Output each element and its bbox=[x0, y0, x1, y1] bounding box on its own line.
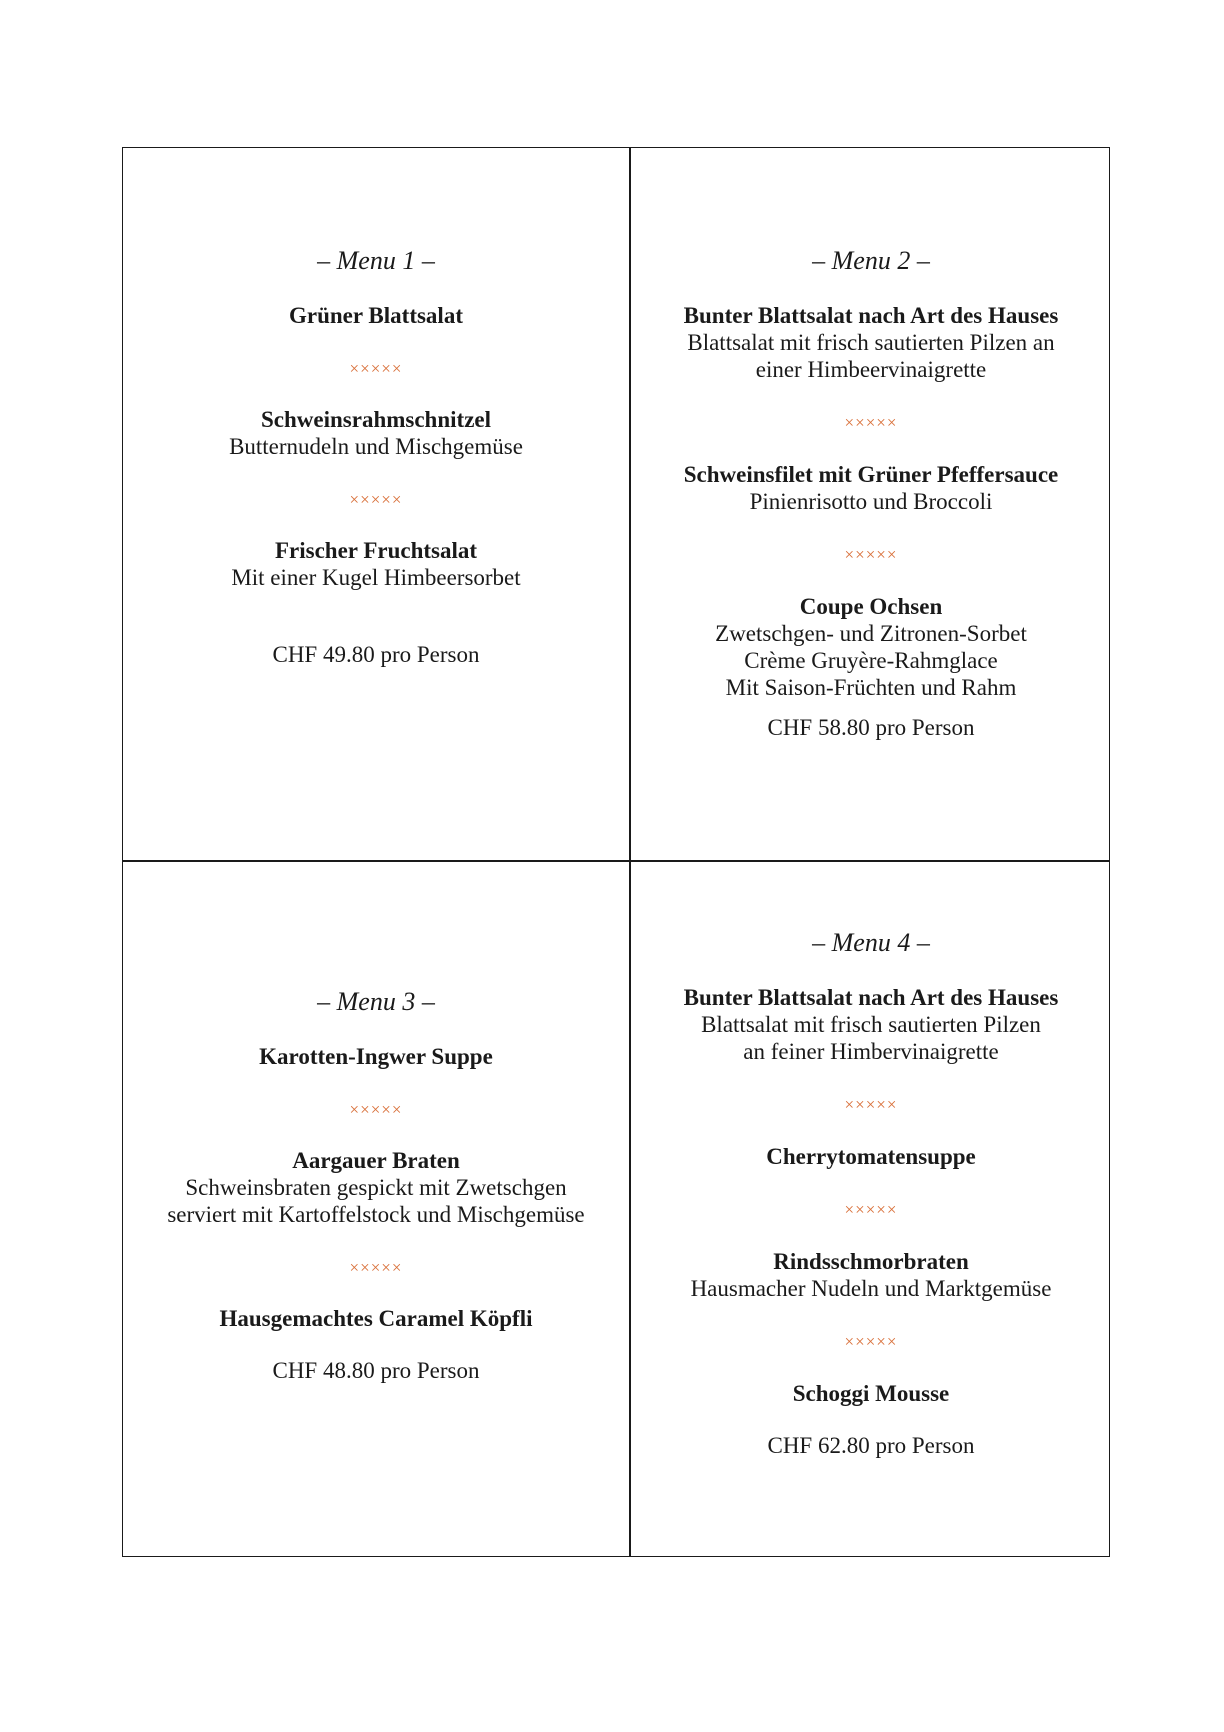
menu-price: CHF 48.80 pro Person bbox=[272, 1358, 480, 1383]
course bbox=[152, 302, 600, 329]
grid-divider-vertical bbox=[629, 148, 631, 1556]
menu-4-card bbox=[655, 928, 1087, 1459]
course bbox=[655, 1143, 1087, 1170]
course-separator: ××××× bbox=[844, 545, 898, 564]
menu-title: – Menu 3 – bbox=[317, 987, 435, 1016]
menu-title: – Menu 4 – bbox=[812, 928, 930, 957]
course-name: Rindsschmorbraten bbox=[773, 1249, 969, 1274]
course-name: Grüner Blattsalat bbox=[289, 303, 463, 328]
menu-price: CHF 58.80 pro Person bbox=[767, 715, 975, 740]
course-description: Mit Saison-Früchten und Rahm bbox=[725, 675, 1017, 700]
menu-3-card bbox=[136, 987, 616, 1384]
course-separator: ××××× bbox=[349, 1258, 403, 1277]
menu-1-card bbox=[152, 246, 600, 668]
course-description: Blattsalat mit frisch sautierten Pilzen an bbox=[687, 330, 1055, 355]
course-separator: ××××× bbox=[844, 413, 898, 432]
course-name: Karotten-Ingwer Suppe bbox=[259, 1044, 493, 1069]
course bbox=[152, 537, 600, 591]
course bbox=[655, 984, 1087, 1065]
grid-divider-horizontal bbox=[123, 860, 1109, 862]
course bbox=[136, 1147, 616, 1228]
course-name: Hausgemachtes Caramel Köpfli bbox=[219, 1306, 533, 1331]
course-description: einer Himbeervinaigrette bbox=[755, 357, 987, 382]
menu-title: – Menu 2 – bbox=[812, 246, 930, 275]
course bbox=[655, 302, 1087, 383]
course-name: Schweinsfilet mit Grüner Pfeffersauce bbox=[683, 462, 1059, 487]
course bbox=[655, 1248, 1087, 1302]
course-name: Schweinsrahmschnitzel bbox=[261, 407, 491, 432]
course bbox=[655, 1380, 1087, 1407]
course-name: Bunter Blattsalat nach Art des Hauses bbox=[683, 303, 1059, 328]
course-description: Crème Gruyère-Rahmglace bbox=[744, 648, 998, 673]
menu-price: CHF 49.80 pro Person bbox=[272, 642, 480, 667]
course-description: Mit einer Kugel Himbeersorbet bbox=[231, 565, 521, 590]
course-separator: ××××× bbox=[349, 359, 403, 378]
course-separator: ××××× bbox=[349, 490, 403, 509]
course-description: an feiner Himbervinaigrette bbox=[743, 1039, 999, 1064]
course-separator: ××××× bbox=[844, 1200, 898, 1219]
menu-title: – Menu 1 – bbox=[317, 246, 435, 275]
course-description: Butternudeln und Mischgemüse bbox=[229, 434, 523, 459]
course-description: Schweinsbraten gespickt mit Zwetschgen bbox=[185, 1175, 567, 1200]
course-name: Bunter Blattsalat nach Art des Hauses bbox=[683, 985, 1059, 1010]
menu-2-card bbox=[655, 246, 1087, 741]
course-separator: ××××× bbox=[844, 1332, 898, 1351]
course-separator: ××××× bbox=[844, 1095, 898, 1114]
course bbox=[655, 593, 1087, 701]
course bbox=[655, 461, 1087, 515]
course-name: Schoggi Mousse bbox=[792, 1381, 950, 1406]
course-separator: ××××× bbox=[349, 1100, 403, 1119]
course-name: Cherrytomatensuppe bbox=[766, 1144, 976, 1169]
course-description: Blattsalat mit frisch sautierten Pilzen bbox=[701, 1012, 1041, 1037]
course bbox=[152, 406, 600, 460]
course-description: Pinienrisotto und Broccoli bbox=[749, 489, 993, 514]
course bbox=[136, 1043, 616, 1070]
course-name: Coupe Ochsen bbox=[799, 594, 943, 619]
course-description: Hausmacher Nudeln und Marktgemüse bbox=[690, 1276, 1052, 1301]
menu-price: CHF 62.80 pro Person bbox=[767, 1433, 975, 1458]
course-description: Zwetschgen- und Zitronen-Sorbet bbox=[715, 621, 1027, 646]
course-name: Aargauer Braten bbox=[292, 1148, 460, 1173]
course-name: Frischer Fruchtsalat bbox=[274, 538, 478, 563]
course bbox=[136, 1305, 616, 1332]
course-description: serviert mit Kartoffelstock und Mischgemüse bbox=[167, 1202, 585, 1227]
